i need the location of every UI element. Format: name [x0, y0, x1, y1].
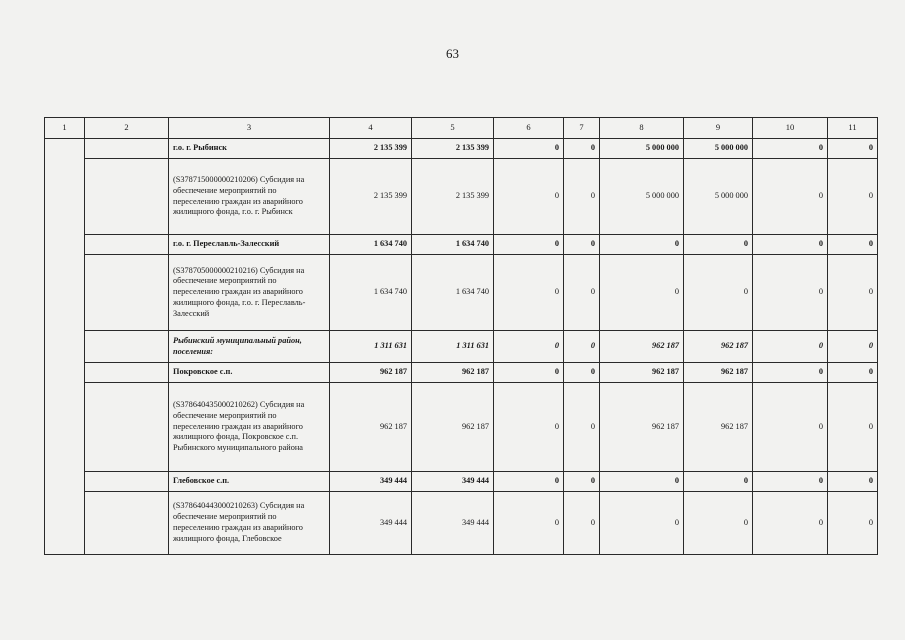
row-description: Глебовское с.п. — [169, 472, 330, 492]
column-2-cell — [85, 331, 169, 363]
value-cell: 0 — [828, 383, 878, 472]
value-cell: 0 — [753, 331, 828, 363]
value-cell: 0 — [494, 363, 564, 383]
value-cell: 349 444 — [412, 492, 494, 555]
value-cell: 0 — [564, 363, 600, 383]
value-cell: 2 135 399 — [330, 159, 412, 235]
value-cell: 1 311 631 — [330, 331, 412, 363]
header-row — [45, 118, 878, 139]
value-cell: 0 — [564, 235, 600, 255]
value-cell: 0 — [828, 331, 878, 363]
value-cell: 1 634 740 — [330, 235, 412, 255]
column-2-cell — [85, 383, 169, 472]
table-row — [45, 492, 878, 555]
value-cell: 0 — [494, 331, 564, 363]
value-cell: 2 135 399 — [412, 159, 494, 235]
value-cell: 0 — [600, 235, 684, 255]
value-cell: 0 — [564, 383, 600, 472]
row-description: (S378640443000210263) Субсидия на обеспечение мероприятий по переселению граждан из аварийного жилищного фонда, Глебовское — [169, 492, 330, 555]
column-1-cell — [45, 139, 85, 555]
value-cell: 962 187 — [600, 383, 684, 472]
header-cell: 6 — [494, 118, 564, 139]
value-cell: 0 — [684, 472, 753, 492]
value-cell: 0 — [564, 492, 600, 555]
value-cell: 0 — [753, 159, 828, 235]
value-cell: 0 — [494, 255, 564, 331]
value-cell: 0 — [828, 363, 878, 383]
value-cell: 5 000 000 — [684, 139, 753, 159]
value-cell: 2 135 399 — [330, 139, 412, 159]
value-cell: 0 — [564, 255, 600, 331]
value-cell: 0 — [494, 159, 564, 235]
header-cell: 9 — [684, 118, 753, 139]
value-cell: 0 — [753, 492, 828, 555]
value-cell: 5 000 000 — [600, 139, 684, 159]
value-cell: 0 — [753, 235, 828, 255]
value-cell: 0 — [828, 472, 878, 492]
column-2-cell — [85, 255, 169, 331]
value-cell: 349 444 — [330, 472, 412, 492]
value-cell: 0 — [684, 255, 753, 331]
value-cell: 962 187 — [600, 363, 684, 383]
value-cell: 0 — [600, 255, 684, 331]
value-cell: 0 — [828, 159, 878, 235]
column-2-cell — [85, 492, 169, 555]
value-cell: 0 — [600, 472, 684, 492]
row-description: (S378715000000210206) Субсидия на обеспечение мероприятий по переселению граждан из аварийного жилищного фонда, г.о. г. Рыбинск — [169, 159, 330, 235]
column-2-cell — [85, 139, 169, 159]
value-cell: 0 — [494, 383, 564, 472]
value-cell: 0 — [753, 139, 828, 159]
header-cell: 8 — [600, 118, 684, 139]
header-cell: 7 — [564, 118, 600, 139]
value-cell: 962 187 — [330, 383, 412, 472]
row-description: г.о. г. Переславль-Залесский — [169, 235, 330, 255]
value-cell: 0 — [684, 492, 753, 555]
value-cell: 0 — [494, 139, 564, 159]
table-row — [45, 363, 878, 383]
value-cell: 0 — [564, 159, 600, 235]
row-description: г.о. г. Рыбинск — [169, 139, 330, 159]
header-cell: 5 — [412, 118, 494, 139]
value-cell: 0 — [684, 235, 753, 255]
column-2-cell — [85, 472, 169, 492]
table-row — [45, 383, 878, 472]
table-row — [45, 159, 878, 235]
table-row — [45, 235, 878, 255]
header-cell: 11 — [828, 118, 878, 139]
header-cell: 4 — [330, 118, 412, 139]
header-cell: 1 — [45, 118, 85, 139]
value-cell: 1 311 631 — [412, 331, 494, 363]
value-cell: 962 187 — [684, 383, 753, 472]
table-row — [45, 139, 878, 159]
value-cell: 0 — [753, 472, 828, 492]
value-cell: 1 634 740 — [412, 255, 494, 331]
budget-table — [44, 117, 878, 555]
value-cell: 0 — [494, 235, 564, 255]
value-cell: 0 — [494, 472, 564, 492]
column-2-cell — [85, 363, 169, 383]
value-cell: 349 444 — [412, 472, 494, 492]
value-cell: 1 634 740 — [412, 235, 494, 255]
value-cell: 962 187 — [684, 363, 753, 383]
value-cell: 0 — [828, 492, 878, 555]
column-2-cell — [85, 159, 169, 235]
value-cell: 962 187 — [600, 331, 684, 363]
header-cell: 3 — [169, 118, 330, 139]
value-cell: 0 — [753, 255, 828, 331]
table-row — [45, 331, 878, 363]
column-2-cell — [85, 235, 169, 255]
row-description: (S378640435000210262) Субсидия на обеспечение мероприятий по переселению граждан из аварийного жилищного фонда, Покровское с.п. Рыбинского муниципального района — [169, 383, 330, 472]
row-description: (S378705000000210216) Субсидия на обеспечение мероприятий по переселению граждан из аварийного жилищного фонда, г.о. г. Переславль-Залесский — [169, 255, 330, 331]
value-cell: 0 — [564, 139, 600, 159]
value-cell: 0 — [494, 492, 564, 555]
value-cell: 962 187 — [412, 383, 494, 472]
table-row — [45, 472, 878, 492]
row-description: Рыбинский муниципальный район, поселения: — [169, 331, 330, 363]
row-description: Покровское с.п. — [169, 363, 330, 383]
value-cell: 0 — [753, 363, 828, 383]
header-cell: 2 — [85, 118, 169, 139]
table-row — [45, 255, 878, 331]
value-cell: 0 — [564, 472, 600, 492]
value-cell: 2 135 399 — [412, 139, 494, 159]
header-cell: 10 — [753, 118, 828, 139]
value-cell: 962 187 — [684, 331, 753, 363]
value-cell: 0 — [828, 235, 878, 255]
value-cell: 0 — [600, 492, 684, 555]
value-cell: 1 634 740 — [330, 255, 412, 331]
value-cell: 0 — [828, 255, 878, 331]
value-cell: 349 444 — [330, 492, 412, 555]
page-number: 63 — [446, 46, 459, 61]
value-cell: 962 187 — [412, 363, 494, 383]
value-cell: 5 000 000 — [684, 159, 753, 235]
value-cell: 0 — [753, 383, 828, 472]
value-cell: 5 000 000 — [600, 159, 684, 235]
value-cell: 962 187 — [330, 363, 412, 383]
value-cell: 0 — [828, 139, 878, 159]
value-cell: 0 — [564, 331, 600, 363]
